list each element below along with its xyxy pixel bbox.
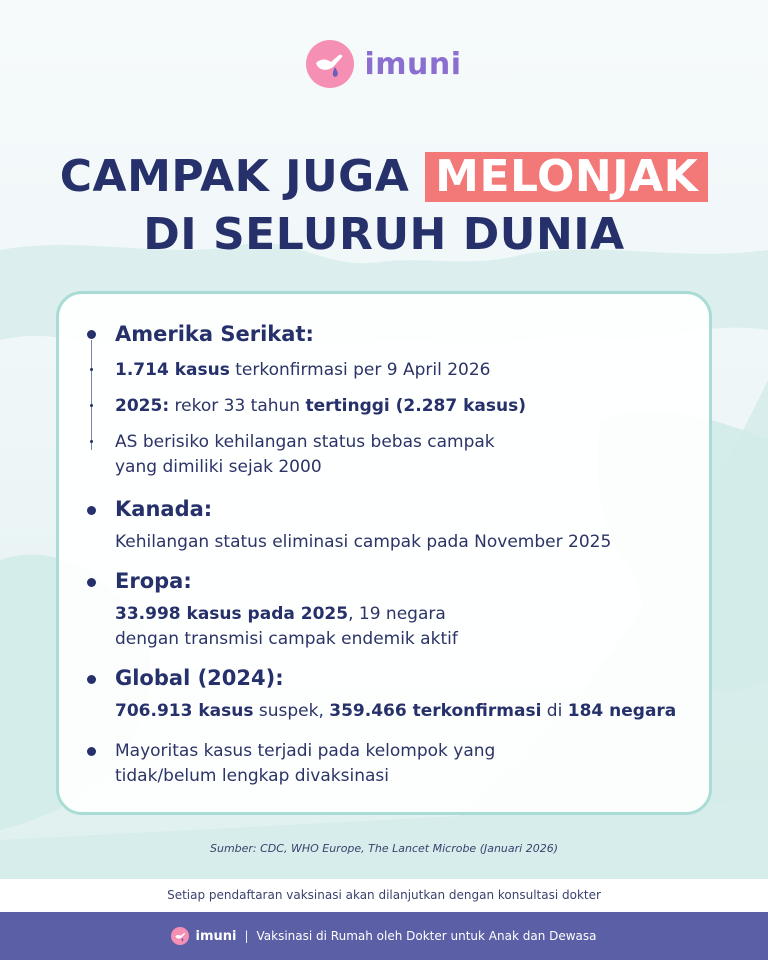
sub-bullet-icon <box>90 404 93 407</box>
footer-bar <box>0 912 768 960</box>
headline-prefix: CAMPAK JUGA <box>59 151 410 202</box>
bullet-icon <box>87 506 96 515</box>
footer-tagline: Vaksinasi di Rumah oleh Dokter untuk Anak dan Dewasa <box>256 929 597 943</box>
bullet-icon <box>87 747 96 756</box>
sub-bullet-icon <box>90 440 93 443</box>
headline-highlight: MELONJAK <box>425 152 708 202</box>
bullet-icon <box>87 675 96 684</box>
majority-line-2: tidak/belum lengkap divaksinasi <box>115 766 389 786</box>
info-card <box>56 291 712 815</box>
section-heading-canada: Kanada: <box>115 497 213 521</box>
global-line: 706.913 kasus suspek, 359.466 terkonfirmasi di 184 negara <box>115 701 677 721</box>
brand-name: imuni <box>364 46 462 82</box>
stork-drop-icon <box>306 40 354 88</box>
europe-line-2: dengan transmisi campak endemik aktif <box>115 629 458 649</box>
headline-line-2: DI SELURUH DUNIA <box>143 209 625 260</box>
section-heading-europe: Eropa: <box>115 569 192 593</box>
footer-separator: | <box>244 929 249 943</box>
brand-header <box>0 40 768 88</box>
page-title <box>0 148 768 264</box>
europe-line-1: 33.998 kasus pada 2025, 19 negara <box>115 604 446 624</box>
canada-text: Kehilangan status eliminasi campak pada November 2025 <box>115 532 612 552</box>
sub-list-line <box>91 340 92 450</box>
stork-drop-icon <box>171 927 189 945</box>
sub-bullet-icon <box>90 368 93 371</box>
section-heading-global: Global (2024): <box>115 666 284 690</box>
bullet-icon <box>87 578 96 587</box>
section-heading-us: Amerika Serikat: <box>115 322 314 346</box>
source-citation: Sumber: CDC, WHO Europe, The Lancet Microbe (Januari 2026) <box>209 842 559 855</box>
bullet-icon <box>87 330 96 339</box>
majority-line-1: Mayoritas kasus terjadi pada kelompok yang <box>115 741 496 761</box>
footer-brand-name: imuni <box>195 928 237 944</box>
headline-line-1 <box>0 148 768 206</box>
us-status-line-2: yang dimiliki sejak 2000 <box>115 457 322 477</box>
consultation-note: Setiap pendaftaran vaksinasi akan dilanjutkan dengan konsultasi dokter <box>0 879 768 912</box>
us-cases-line: 1.714 kasus terkonfirmasi per 9 April 2026 <box>115 360 491 380</box>
us-record-line: 2025: rekor 33 tahun tertinggi (2.287 kasus) <box>115 396 527 416</box>
us-status-line-1: AS berisiko kehilangan status bebas campak <box>115 432 495 452</box>
